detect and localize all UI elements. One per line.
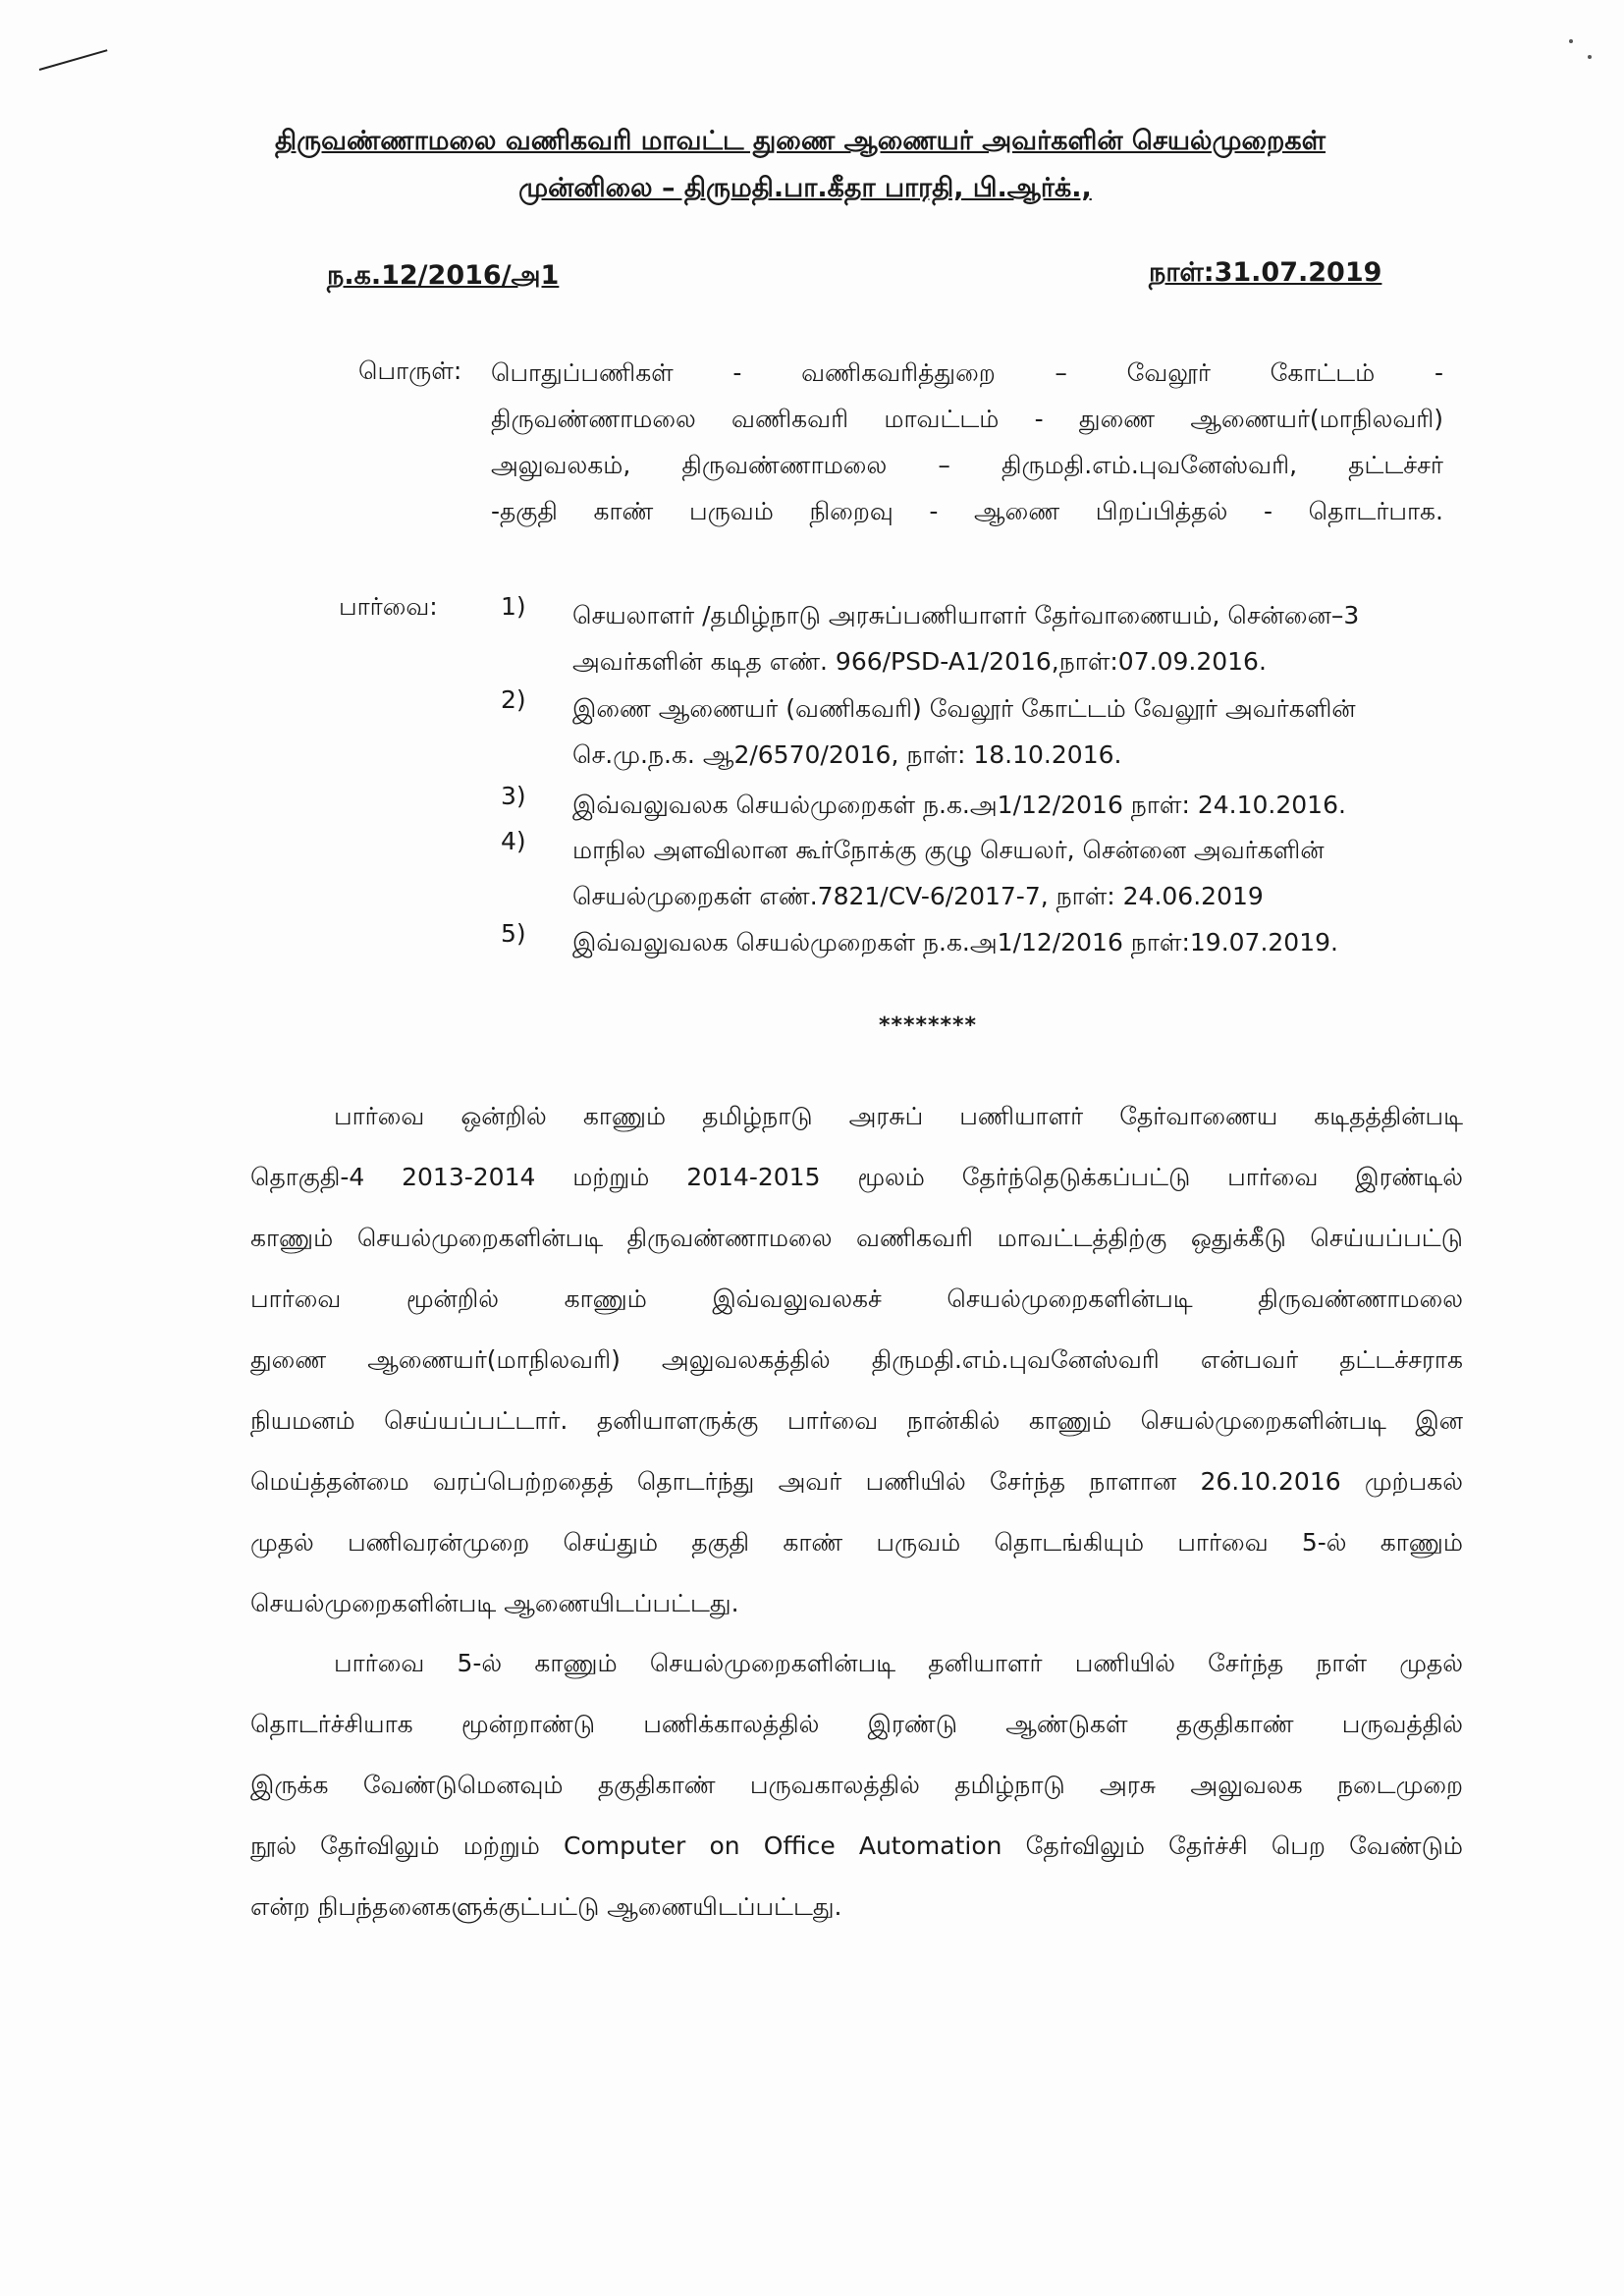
- paragraph-line: துணை ஆணையர்(மாநிலவரி) அலுவலகத்தில் திருமதி.எம்.புவனேஸ்வரி என்பவர் தட்டச்சராக: [250, 1345, 1463, 1374]
- reference-text: [572, 919, 1515, 965]
- reference-line: செ.மு.ந.க. ஆ2/6570/2016, நாள்: 18.10.2016.: [572, 740, 1122, 769]
- document-presence-line: முன்னிலை – திருமதி.பா.கீதா பாரதி, பி.ஆர்க்.,: [518, 173, 1092, 203]
- reference-line: இவ்வலுவலக செயல்முறைகள் ந.க.அ1/12/2016 நாள்: 24.10.2016.: [572, 791, 1346, 819]
- scan-dot-mark: [1569, 39, 1573, 43]
- reference-number-label: 2): [501, 685, 526, 714]
- reference-line: இவ்வலுவலக செயல்முறைகள் ந.க.அ1/12/2016 நாள்:19.07.2019.: [572, 928, 1338, 957]
- reference-line: செயலாளர் /தமிழ்நாடு அரசுப்பணியாளர் தேர்வாணையம், சென்னை–3: [572, 601, 1360, 629]
- reference-line: செயல்முறைகள் எண்.7821/CV-6/2017-7, நாள்: 24.06.2019: [572, 882, 1264, 910]
- document-date: நாள்:31.07.2019: [1149, 257, 1382, 288]
- paragraph-line: இருக்க வேண்டுமெனவும் தகுதிகாண் பருவகாலத்தில் தமிழ்நாடு அரசு அலுவலக நடைமுறை: [250, 1771, 1463, 1799]
- section-separator: ********: [879, 1013, 978, 1038]
- scan-dot-mark: [1588, 55, 1592, 59]
- subject-line: திருவண்ணாமலை வணிகவரி மாவட்டம் - துணை ஆணையர்(மாநிலவரி): [491, 405, 1443, 433]
- paragraph-line: காணும் செயல்முறைகளின்படி திருவண்ணாமலை வணிகவரி மாவட்டத்திற்கு ஒதுக்கீடு செய்யப்பட்டு: [250, 1224, 1463, 1252]
- reference-line: அவர்களின் கடித எண். 966/PSD-A1/2016,நாள்:07.09.2016.: [572, 647, 1267, 676]
- paragraph-line: பார்வை ஒன்றில் காணும் தமிழ்நாடு அரசுப் பணியாளர் தேர்வாணைய கடிதத்தின்படி: [334, 1102, 1463, 1130]
- reference-number: ந.க.12/2016/அ1: [327, 260, 560, 291]
- subject-line: அலுவலகம், திருவண்ணாமலை – திருமதி.எம்.புவனேஸ்வரி, தட்டச்சர்: [491, 451, 1443, 479]
- subject-line: பொதுப்பணிகள் - வணிகவரித்துறை – வேலூர் கோட்டம் -: [491, 358, 1443, 387]
- body-paragraph: [250, 1633, 1463, 1938]
- paragraph-line: என்ற நிபந்தனைகளுக்குட்பட்டு ஆணையிடப்பட்டது.: [250, 1892, 842, 1921]
- paragraph-line: மெய்த்தன்மை வரப்பெற்றதைத் தொடர்ந்து அவர் பணியில் சேர்ந்த நாளான 26.10.2016 முற்பகல்: [250, 1467, 1463, 1496]
- paragraph-line: பார்வை மூன்றில் காணும் இவ்வலுவலகச் செயல்முறைகளின்படி திருவண்ணாமலை: [250, 1285, 1463, 1313]
- reference-text: [572, 592, 1515, 684]
- document-title: திருவண்ணாமலை வணிகவரி மாவட்ட துணை ஆணையர் அவர்களின் செயல்முறைகள்: [274, 126, 1326, 156]
- subject-line: -தகுதி காண் பருவம் நிறைவு - ஆணை பிறப்பித்தல் - தொடர்பாக.: [491, 497, 1443, 525]
- reference-text: [572, 827, 1515, 919]
- reference-number-label: 5): [501, 919, 526, 948]
- paragraph-line: தொகுதி-4 2013-2014 மற்றும் 2014-2015 மூலம் தேர்ந்தெடுக்கப்பட்டு பார்வை இரண்டில்: [250, 1163, 1463, 1191]
- reference-text: [572, 782, 1515, 828]
- reference-text: [572, 685, 1515, 778]
- paragraph-line: செயல்முறைகளின்படி ஆணையிடப்பட்டது.: [250, 1589, 739, 1617]
- reference-line: மாநில அளவிலான கூர்நோக்கு குழு செயலர், சென்னை அவர்களின்: [572, 836, 1325, 864]
- subject-text: [491, 350, 1443, 534]
- paragraph-line: நூல் தேர்விலும் மற்றும் Computer on Office Automation தேர்விலும் தேர்ச்சி பெற வேண்டும்: [250, 1831, 1463, 1860]
- paragraph-line: நியமனம் செய்யப்பட்டார். தனியாளருக்கு பார்வை நான்கில் காணும் செயல்முறைகளின்படி இன: [250, 1406, 1463, 1435]
- paragraph-line: பார்வை 5-ல் காணும் செயல்முறைகளின்படி தனியாளர் பணியில் சேர்ந்த நாள் முதல்: [334, 1649, 1463, 1677]
- reference-line: இணை ஆணையர் (வணிகவரி) வேலூர் கோட்டம் வேலூர் அவர்களின்: [572, 694, 1356, 723]
- subject-label: பொருள்:: [358, 356, 462, 385]
- paragraph-line: முதல் பணிவரன்முறை செய்தும் தகுதி காண் பருவம் தொடங்கியும் பார்வை 5-ல் காணும்: [250, 1528, 1463, 1557]
- references-label: பார்வை:: [339, 592, 438, 621]
- scan-pen-mark: [39, 49, 108, 71]
- reference-number-label: 1): [501, 592, 526, 621]
- reference-number-label: 4): [501, 827, 526, 855]
- paragraph-line: தொடர்ச்சியாக மூன்றாண்டு பணிக்காலத்தில் இரண்டு ஆண்டுகள் தகுதிகாண் பருவத்தில்: [250, 1710, 1463, 1738]
- body-paragraph: [250, 1086, 1463, 1634]
- reference-number-label: 3): [501, 782, 526, 810]
